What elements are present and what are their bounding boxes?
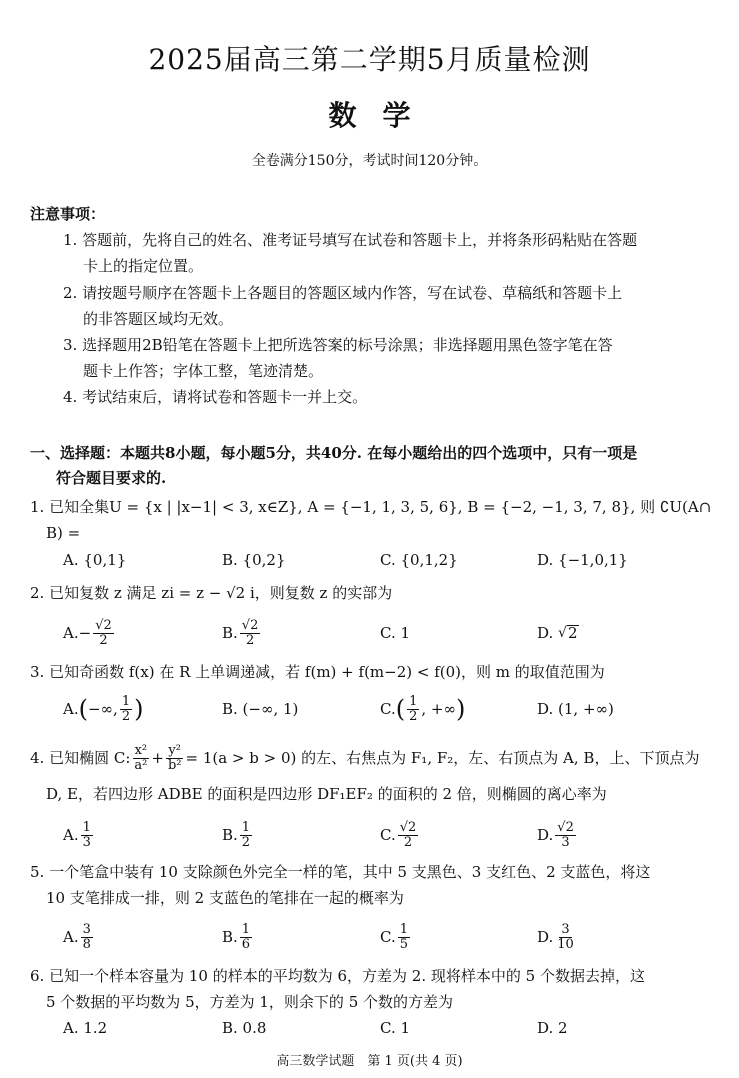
q6-stem: 6. 已知一个样本容量为 10 的样本的平均数为 6，方差为 2. 现将样本中的 5 个数据去掉，这 <box>30 967 645 985</box>
numerator: 1 <box>121 693 131 709</box>
q1-options <box>0 540 739 580</box>
subject-title: 数学 <box>328 99 437 132</box>
left-paren: ( <box>395 695 406 723</box>
denominator: 6 <box>241 936 251 952</box>
notes-heading: 注意事项： <box>30 205 106 223</box>
option-label: A. <box>63 700 79 718</box>
denominator: 2 <box>121 708 131 724</box>
option-a <box>63 917 95 957</box>
q2-stem: 2. 已知复数 z 满足 zi = z − √2 i，则复数 z 的实部为 <box>30 584 393 602</box>
numerator: √2 <box>241 617 259 633</box>
fraction <box>398 821 419 850</box>
option-d: D. 2 <box>537 1019 568 1037</box>
option-d: D. {−1,0,1} <box>537 551 628 569</box>
q5-stem-cont: 10 支笔排成一排，则 2 支蓝色的笔排在一起的概率为 <box>46 889 404 907</box>
denominator: 5 <box>399 936 408 952</box>
q4-stem-cont: D, E，若四边形 ADBE 的面积是四边形 DF₁EF₂ 的面积的 2 倍，则椭圆的离心率为 <box>46 785 607 803</box>
q1-stem-cont: B) = <box>46 524 81 542</box>
option-label: A. <box>63 624 79 642</box>
fraction <box>407 695 419 724</box>
left-paren: ( <box>78 695 88 723</box>
option-a <box>63 815 95 855</box>
option-label: C. <box>380 928 396 946</box>
numerator: 1 <box>409 693 418 709</box>
denominator: 2 <box>403 834 413 850</box>
fraction <box>555 821 576 850</box>
fraction <box>555 923 576 952</box>
q5-options <box>0 917 739 957</box>
note-line: 4. 考试结束后，请将试卷和答题卡一并上交。 <box>63 388 368 406</box>
sqrt-icon: √ <box>95 617 104 633</box>
page-footer: 高三数学试题 第 1 页(共 4 页) <box>276 1054 463 1069</box>
option-label: B. <box>222 928 238 946</box>
option-d <box>537 815 578 855</box>
option-label: C. <box>380 826 396 844</box>
minus-sign: − <box>78 624 92 642</box>
numerator: √2 <box>399 819 417 835</box>
numerator: 3 <box>82 921 91 937</box>
fraction <box>166 744 184 773</box>
denominator: a² <box>134 757 148 773</box>
numerator: x² <box>134 742 148 758</box>
note-line: 1. 答题前，先将自己的姓名、准考证号填写在试卷和答题卡上，并将条形码粘贴在答题 <box>63 231 638 249</box>
option-b <box>222 917 254 957</box>
option-c: C. ( $\frac{1}{2}$ , +∞ ) <box>380 693 466 724</box>
option-label: C. <box>380 700 396 718</box>
sqrt-icon: √ <box>558 625 567 641</box>
q2-options <box>0 613 739 653</box>
fraction <box>240 821 252 850</box>
option-b <box>222 613 262 653</box>
right-paren: ) <box>134 695 144 723</box>
q6-options <box>0 1008 739 1048</box>
q4-options <box>0 815 739 855</box>
option-a <box>63 613 116 653</box>
option-c: C. {0,1,2} <box>380 551 458 569</box>
numerator: √2 <box>95 617 112 633</box>
q1-stem: 1. 已知全集U = {x | |x−1| < 3, x∈Z}, A = {−1, 1, 3, 5, 6}, B = {−2, −1, 3, 7, 8}, 则 ∁U(A∩ <box>30 498 712 516</box>
option-b: B. (−∞, 1) <box>222 700 299 718</box>
option-b: B. 0.8 <box>222 1019 267 1037</box>
q6-stem-cont: 5 个数据的平均数为 5，方差为 1，则余下的 5 个数的方差为 <box>46 993 454 1011</box>
option-label: A. <box>63 928 79 946</box>
option-c <box>380 917 412 957</box>
option-d <box>537 613 579 653</box>
fraction <box>120 695 132 724</box>
q4-stem: 4. 已知椭圆 C: $\frac{\text{x²}}{\text{a²}}$ + $\frac{\text{y²}}{\text{b²}}$ = 1(a > b > 0) 的左、右焦点为 F₁, F₂，左、右顶点为 A, B，上、下顶点为 <box>30 742 700 773</box>
denominator: 8 <box>82 936 91 952</box>
note-line: 卡上的指定位置。 <box>83 257 204 275</box>
section-heading-cont: 符合题目要求的. <box>56 469 167 487</box>
option-c <box>380 815 420 855</box>
q3-stem: 3. 已知奇函数 f(x) 在 R 上单调递减，若 f(m) + f(m−2) < f(0)，则 m 的取值范围为 <box>30 663 605 681</box>
right-paren: ) <box>455 695 466 723</box>
option-b: B. {0,2} <box>222 551 286 569</box>
denominator: b² <box>167 757 182 773</box>
numerator: y² <box>168 742 181 758</box>
fraction <box>81 821 93 850</box>
denominator: 3 <box>82 834 91 850</box>
option-a: A. 1.2 <box>63 1019 108 1037</box>
note-line: 3. 选择题用2B铅笔在答题卡上把所选答案的标号涂黑；非选择题用黑色签字笔在答 <box>63 336 613 354</box>
option-label: B. <box>222 826 238 844</box>
fraction <box>132 744 149 773</box>
exam-title: 2025届高三第二学期5月质量检测 <box>148 43 591 76</box>
denominator: 10 <box>557 936 574 952</box>
q3-options <box>0 689 739 729</box>
denominator: 2 <box>245 632 255 648</box>
sqrt-icon: √ <box>557 819 566 835</box>
option-d <box>537 917 578 957</box>
numerator: 1 <box>241 921 251 937</box>
option-b <box>222 815 254 855</box>
note-line: 题卡上作答；字体工整，笔迹清楚。 <box>83 362 324 380</box>
option-label: A. <box>63 826 79 844</box>
sqrt-expression: √ 2 <box>558 624 578 642</box>
numerator: 3 <box>561 921 570 937</box>
sqrt-icon: √ <box>399 819 409 835</box>
numerator: 1 <box>399 921 408 937</box>
fraction <box>93 619 114 648</box>
denominator: 3 <box>561 834 570 850</box>
option-d: D. (1, +∞) <box>537 700 614 718</box>
q5-stem: 5. 一个笔盒中装有 10 支除颜色外完全一样的笔，其中 5 支黑色、3 支红色、2 支蓝色，将这 <box>30 863 651 881</box>
denominator: 2 <box>99 632 108 648</box>
numerator: √2 <box>557 819 574 835</box>
fraction <box>240 619 261 648</box>
sqrt-icon: √ <box>241 617 251 633</box>
option-label: D. <box>537 826 554 844</box>
denominator: 2 <box>241 834 251 850</box>
denominator: 2 <box>409 708 418 724</box>
fraction <box>398 923 410 952</box>
option-c: C. 1 <box>380 624 411 642</box>
option-label: B. <box>222 624 238 642</box>
option-a: A. ( −∞, $\frac{1}{2}$ ) <box>63 693 144 724</box>
option-a: A. {0,1} <box>63 551 127 569</box>
option-label: D. <box>537 928 554 946</box>
exam-info: 全卷满分150分，考试时间120分钟。 <box>251 153 488 169</box>
numerator: 1 <box>241 819 251 835</box>
section-heading: 一、选择题：本题共8小题，每小题5分，共40分. 在每小题给出的四个选项中，只有一项是 <box>30 444 638 462</box>
option-label: D. <box>537 624 554 642</box>
fraction <box>81 923 93 952</box>
option-c: C. 1 <box>380 1019 411 1037</box>
numerator: 1 <box>82 819 91 835</box>
fraction <box>240 923 252 952</box>
note-line: 的非答题区域均无效。 <box>83 310 234 328</box>
note-line: 2. 请按题号顺序在答题卡上各题目的答题区域内作答，写在试卷、草稿纸和答题卡上 <box>63 284 623 302</box>
